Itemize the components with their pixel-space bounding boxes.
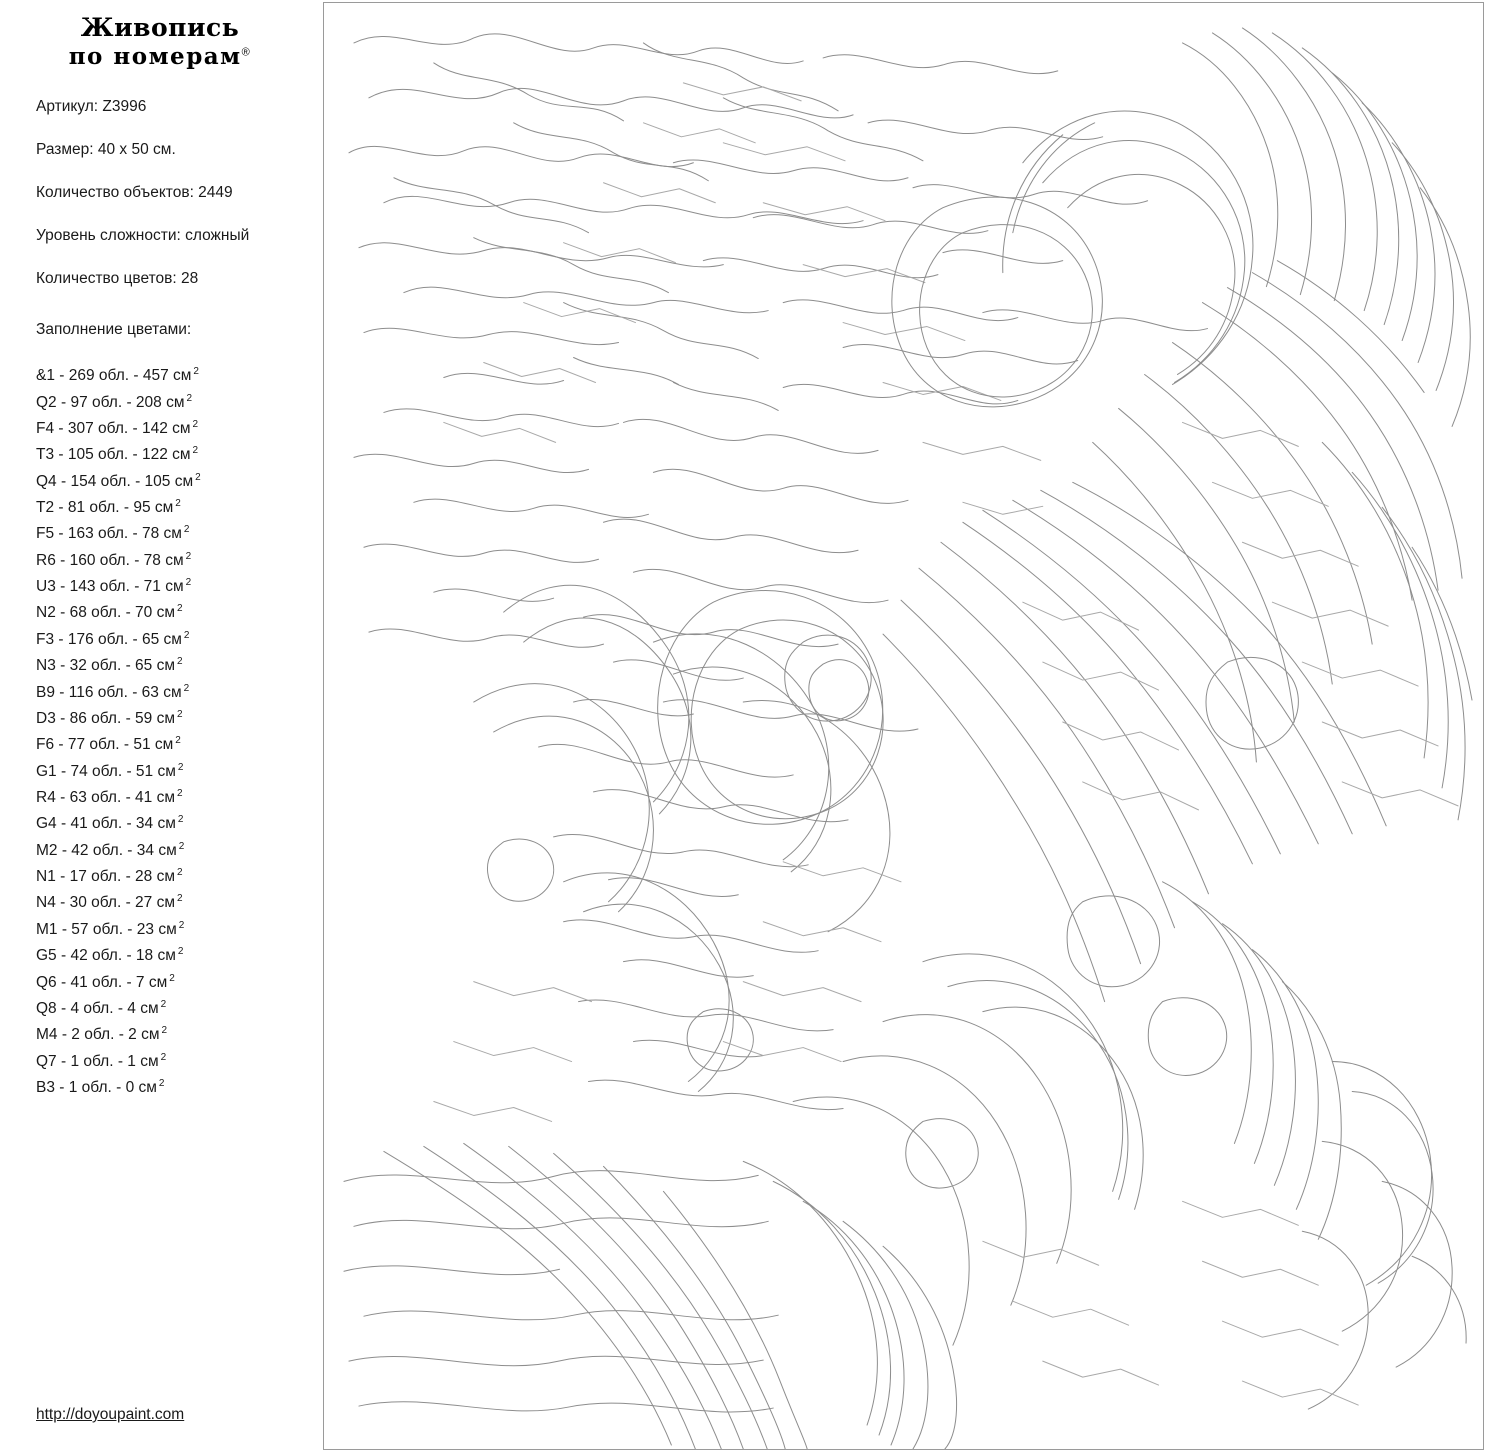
color-legend-sup: 2 bbox=[158, 1077, 165, 1089]
color-legend-item bbox=[36, 941, 320, 967]
meta-color-count: Количество цветов: 28 bbox=[36, 270, 199, 288]
color-legend-item bbox=[36, 598, 320, 624]
color-legend-text: Q6 - 41 обл. - 7 см bbox=[36, 973, 168, 991]
color-legend-item bbox=[36, 546, 320, 572]
color-legend-item bbox=[36, 915, 320, 941]
color-legend-item bbox=[36, 836, 320, 862]
color-legend-item bbox=[36, 493, 320, 519]
color-legend-text: D3 - 86 обл. - 59 см bbox=[36, 710, 176, 728]
color-legend-item bbox=[36, 704, 320, 730]
color-legend-item bbox=[36, 572, 320, 598]
color-legend-sup: 2 bbox=[183, 682, 190, 694]
color-legend-text: N3 - 32 обл. - 65 см bbox=[36, 657, 176, 675]
color-legend-item bbox=[36, 968, 320, 994]
artwork-linework bbox=[344, 28, 1472, 1449]
color-legend-sup: 2 bbox=[178, 919, 185, 931]
color-legend-text: F5 - 163 обл. - 78 см bbox=[36, 525, 182, 543]
color-legend-text: T3 - 105 обл. - 122 см bbox=[36, 446, 191, 464]
color-legend-item bbox=[36, 1047, 320, 1073]
color-legend-sup: 2 bbox=[177, 893, 183, 905]
meta-difficulty: Уровень сложности: сложный bbox=[36, 227, 250, 245]
color-legend-item bbox=[36, 361, 320, 387]
artwork-canvas bbox=[323, 2, 1484, 1450]
color-legend-list bbox=[0, 361, 320, 1099]
color-legend-item bbox=[36, 467, 320, 493]
color-legend-sup: 2 bbox=[185, 577, 192, 589]
color-legend-text: N4 - 30 обл. - 27 см bbox=[36, 894, 176, 912]
color-legend-text: M1 - 57 обл. - 23 см bbox=[36, 920, 177, 938]
color-legend-item bbox=[36, 625, 320, 651]
brand-line-1: Живопись bbox=[80, 13, 240, 42]
color-legend-sup: 2 bbox=[177, 708, 183, 720]
brand-line-2-text: по номерам bbox=[68, 43, 242, 71]
color-legend-text: Q8 - 4 обл. - 4 см bbox=[36, 1000, 159, 1018]
color-legend-item bbox=[36, 783, 320, 809]
fill-colors-title: Заполнение цветами: bbox=[36, 321, 192, 339]
color-legend-sup: 2 bbox=[192, 418, 199, 430]
color-legend-text: Q2 - 97 обл. - 208 см bbox=[36, 393, 185, 411]
color-legend-item bbox=[36, 414, 320, 440]
color-legend-sup: 2 bbox=[192, 445, 199, 457]
meta-object-count: Количество объектов: 2449 bbox=[36, 184, 233, 202]
color-legend-item bbox=[36, 809, 320, 835]
color-legend-item bbox=[36, 757, 320, 783]
color-legend-sup: 2 bbox=[177, 603, 183, 615]
color-legend-text: M2 - 42 обл. - 34 см bbox=[36, 841, 177, 859]
color-legend-sup: 2 bbox=[183, 524, 190, 536]
color-legend-text: Q7 - 1 обл. - 1 см bbox=[36, 1052, 159, 1070]
color-legend-item bbox=[36, 388, 320, 414]
meta-size: Размер: 40 х 50 см. bbox=[36, 141, 176, 159]
color-legend-sup: 2 bbox=[161, 1025, 168, 1037]
color-legend-text: B3 - 1 обл. - 0 см bbox=[36, 1079, 157, 1097]
color-legend-sup: 2 bbox=[185, 550, 192, 562]
color-legend-text: N2 - 68 обл. - 70 см bbox=[36, 604, 176, 622]
color-legend-sup: 2 bbox=[195, 471, 201, 483]
color-legend-sup: 2 bbox=[177, 787, 183, 799]
color-legend-text: R4 - 63 обл. - 41 см bbox=[36, 789, 176, 807]
color-legend-text: N1 - 17 обл. - 28 см bbox=[36, 868, 176, 886]
color-legend-sup: 2 bbox=[193, 366, 199, 378]
color-legend-text: F4 - 307 обл. - 142 см bbox=[36, 420, 191, 438]
color-legend-text: F3 - 176 обл. - 65 см bbox=[36, 630, 182, 648]
meta-article: Артикул: Z3996 bbox=[36, 98, 147, 115]
color-legend-text: F6 - 77 обл. - 51 см bbox=[36, 736, 174, 754]
meta-list bbox=[0, 98, 320, 287]
color-legend-text: M4 - 2 обл. - 2 см bbox=[36, 1026, 160, 1044]
color-legend-sup: 2 bbox=[186, 392, 193, 404]
website-link[interactable]: http://doyoupaint.com bbox=[36, 1406, 185, 1423]
color-legend-sup: 2 bbox=[175, 498, 181, 510]
info-sidebar bbox=[0, 0, 320, 1452]
color-legend-item bbox=[36, 519, 320, 545]
color-legend-item bbox=[36, 730, 320, 756]
color-legend-sup: 2 bbox=[175, 735, 181, 747]
color-legend-item bbox=[36, 678, 320, 704]
color-legend-text: &1 - 269 обл. - 457 см bbox=[36, 367, 192, 385]
brand-logo bbox=[0, 12, 320, 72]
color-legend-sup: 2 bbox=[177, 656, 183, 668]
color-legend-item bbox=[36, 888, 320, 914]
color-legend-text: R6 - 160 обл. - 78 см bbox=[36, 551, 184, 569]
artwork-svg bbox=[324, 3, 1483, 1449]
color-legend-sup: 2 bbox=[177, 946, 184, 958]
color-legend-text: T2 - 81 обл. - 95 см bbox=[36, 499, 174, 517]
color-legend-item bbox=[36, 651, 320, 677]
color-legend-sup: 2 bbox=[160, 998, 167, 1010]
color-legend-sup: 2 bbox=[177, 814, 184, 826]
color-legend-text: U3 - 143 обл. - 71 см bbox=[36, 578, 184, 596]
color-legend-item bbox=[36, 1073, 320, 1099]
color-legend-text: G4 - 41 обл. - 34 см bbox=[36, 815, 176, 833]
color-legend-sup: 2 bbox=[169, 972, 175, 984]
color-legend-sup: 2 bbox=[178, 840, 185, 852]
color-legend-item bbox=[36, 1020, 320, 1046]
color-legend-sup: 2 bbox=[160, 1051, 167, 1063]
color-legend-text: Q4 - 154 обл. - 105 см bbox=[36, 472, 194, 490]
color-legend-item bbox=[36, 440, 320, 466]
color-legend-text: B9 - 116 обл. - 63 см bbox=[36, 683, 182, 701]
color-legend-item bbox=[36, 994, 320, 1020]
color-legend-text: G5 - 42 обл. - 18 см bbox=[36, 947, 176, 965]
color-legend-sup: 2 bbox=[177, 761, 184, 773]
color-legend-sup: 2 bbox=[183, 629, 190, 641]
brand-line-2 bbox=[0, 43, 320, 72]
color-legend-text: G1 - 74 обл. - 51 см bbox=[36, 762, 176, 780]
color-legend-item bbox=[36, 862, 320, 888]
registered-mark: ® bbox=[241, 46, 252, 59]
color-legend-sup: 2 bbox=[177, 867, 183, 879]
